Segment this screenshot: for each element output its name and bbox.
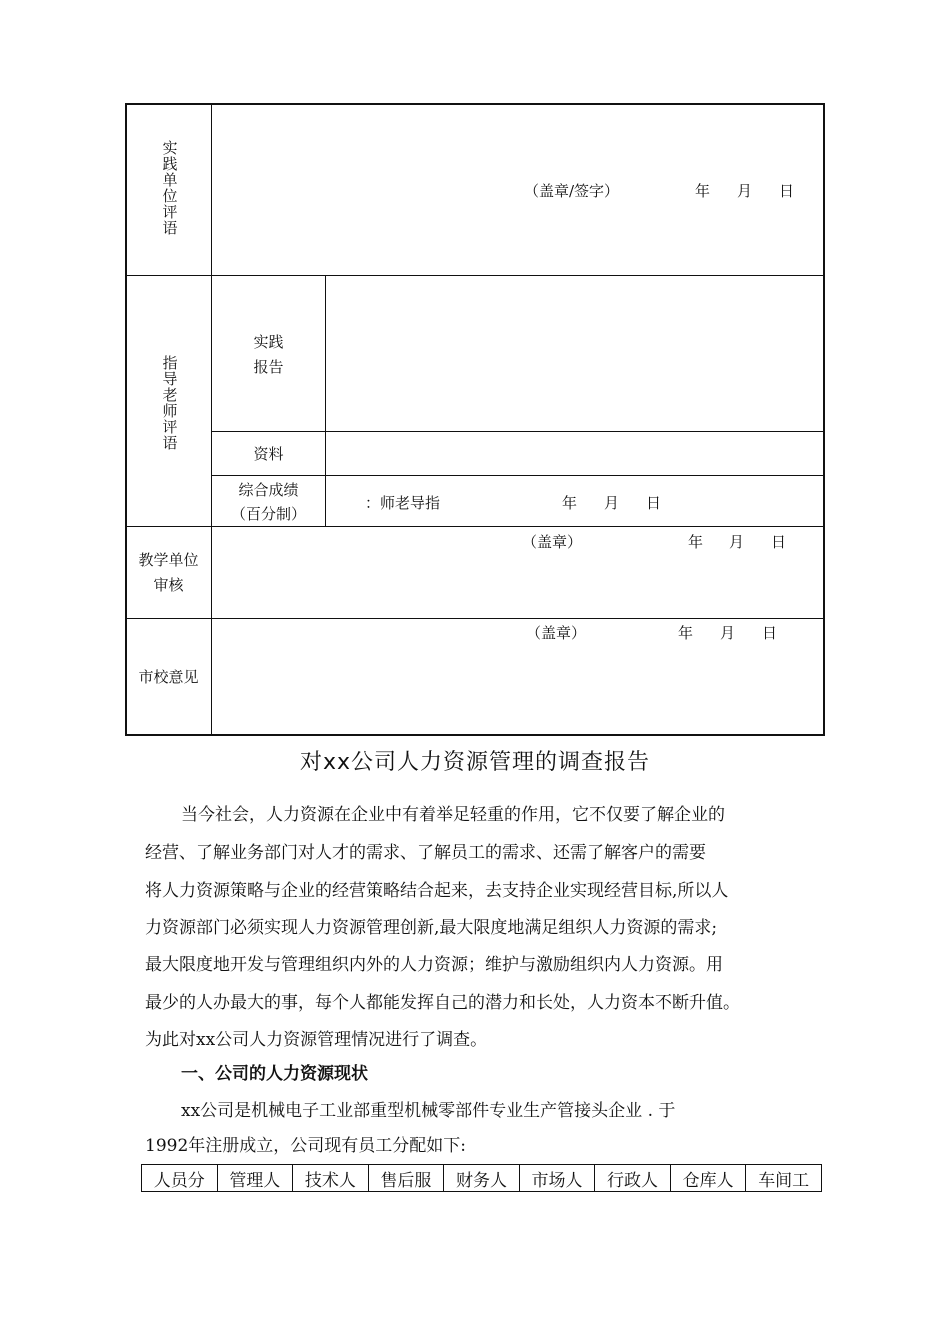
- table-row: [142, 1165, 822, 1192]
- form-border-right: [823, 103, 825, 736]
- date-month: 月: [737, 182, 753, 200]
- date-day: 日: [771, 533, 787, 551]
- report-paragraph-line: 将人力资源策略与企业的经营策略结合起来，去支持企业实现经营目标,所以人: [145, 881, 729, 901]
- report-paragraph-line: 为此对xx公司人力资源管理情况进行了调查。: [145, 1030, 488, 1050]
- practice-unit-sign: （盖章/签字）: [524, 182, 620, 200]
- report-label-2: 报告: [253, 358, 284, 376]
- date-day: 日: [779, 182, 795, 200]
- teaching-unit-label-1: 教学单位: [138, 551, 199, 569]
- date-year: 年: [695, 182, 711, 200]
- advisor-label: 指导老师评语: [162, 354, 178, 452]
- table-header-cell: 技术人: [293, 1165, 369, 1192]
- table-header-cell: 人员分: [142, 1165, 218, 1192]
- report-title: 对xx公司人力资源管理的调查报告: [299, 750, 651, 775]
- date-year: 年: [688, 533, 704, 551]
- school-opinion-label: 市校意见: [138, 668, 199, 686]
- table-header-cell: 售后服: [368, 1165, 444, 1192]
- form-row-divider: [125, 618, 825, 619]
- advisor-sign: ：师老导指: [365, 494, 441, 512]
- form-row-divider: [125, 275, 825, 276]
- form-sublabel-divider: [325, 275, 326, 526]
- report-paragraph-line: 力资源部门必须实现人力资源管理创新,最大限度地满足组织人力资源的需求;: [145, 918, 718, 938]
- report-paragraph-line: 最大限度地开发与管理组织内外的人力资源；维护与激励组织内人力资源。用: [145, 955, 723, 975]
- table-header-cell: 仓库人: [670, 1165, 746, 1192]
- staff-table: [141, 1164, 822, 1192]
- report-paragraph-line: 最少的人办最大的事，每个人都能发挥自己的潜力和长处，人力资本不断升值。: [145, 993, 740, 1013]
- form-border-top: [125, 103, 825, 105]
- table-header-cell: 市场人: [519, 1165, 595, 1192]
- materials-label: 资料: [253, 445, 284, 463]
- section-paragraph-line: xx公司是机械电子工业部重型机械零部件专业生产管接头企业 . 于: [181, 1101, 676, 1121]
- teaching-unit-seal: （盖章）: [522, 533, 583, 551]
- form-border-bottom: [125, 734, 825, 736]
- table-header-cell: 车间工: [746, 1165, 822, 1192]
- date-day: 日: [762, 624, 778, 642]
- form-row-divider: [125, 526, 825, 527]
- section-heading: 一、公司的人力资源现状: [181, 1064, 368, 1084]
- date-year: 年: [678, 624, 694, 642]
- table-header-cell: 管理人: [217, 1165, 293, 1192]
- form-row-divider: [211, 431, 824, 432]
- practice-unit-label: 实践单位评语: [162, 139, 178, 237]
- report-paragraph-line: 经营、了解业务部门对人才的需求、了解员工的需求、还需了解客户的需要: [145, 843, 706, 863]
- form-label-divider: [211, 103, 212, 736]
- school-seal: （盖章）: [526, 624, 587, 642]
- report-label-1: 实践: [253, 333, 284, 351]
- form-row-divider: [211, 475, 824, 476]
- form-border-left: [125, 103, 127, 736]
- date-month: 月: [729, 533, 745, 551]
- date-year: 年: [562, 494, 578, 512]
- grade-label-1: 综合成绩: [238, 481, 299, 499]
- table-header-cell: 行政人: [595, 1165, 671, 1192]
- table-header-cell: 财务人: [444, 1165, 520, 1192]
- grade-label-2: （百分制）: [230, 505, 306, 523]
- report-paragraph-line: 当今社会，人力资源在企业中有着举足轻重的作用，它不仅要了解企业的: [181, 805, 725, 825]
- teaching-unit-label-2: 审核: [153, 576, 184, 594]
- date-month: 月: [604, 494, 620, 512]
- section-paragraph-line: 1992年注册成立，公司现有员工分配如下:: [145, 1136, 466, 1156]
- date-day: 日: [646, 494, 662, 512]
- date-month: 月: [720, 624, 736, 642]
